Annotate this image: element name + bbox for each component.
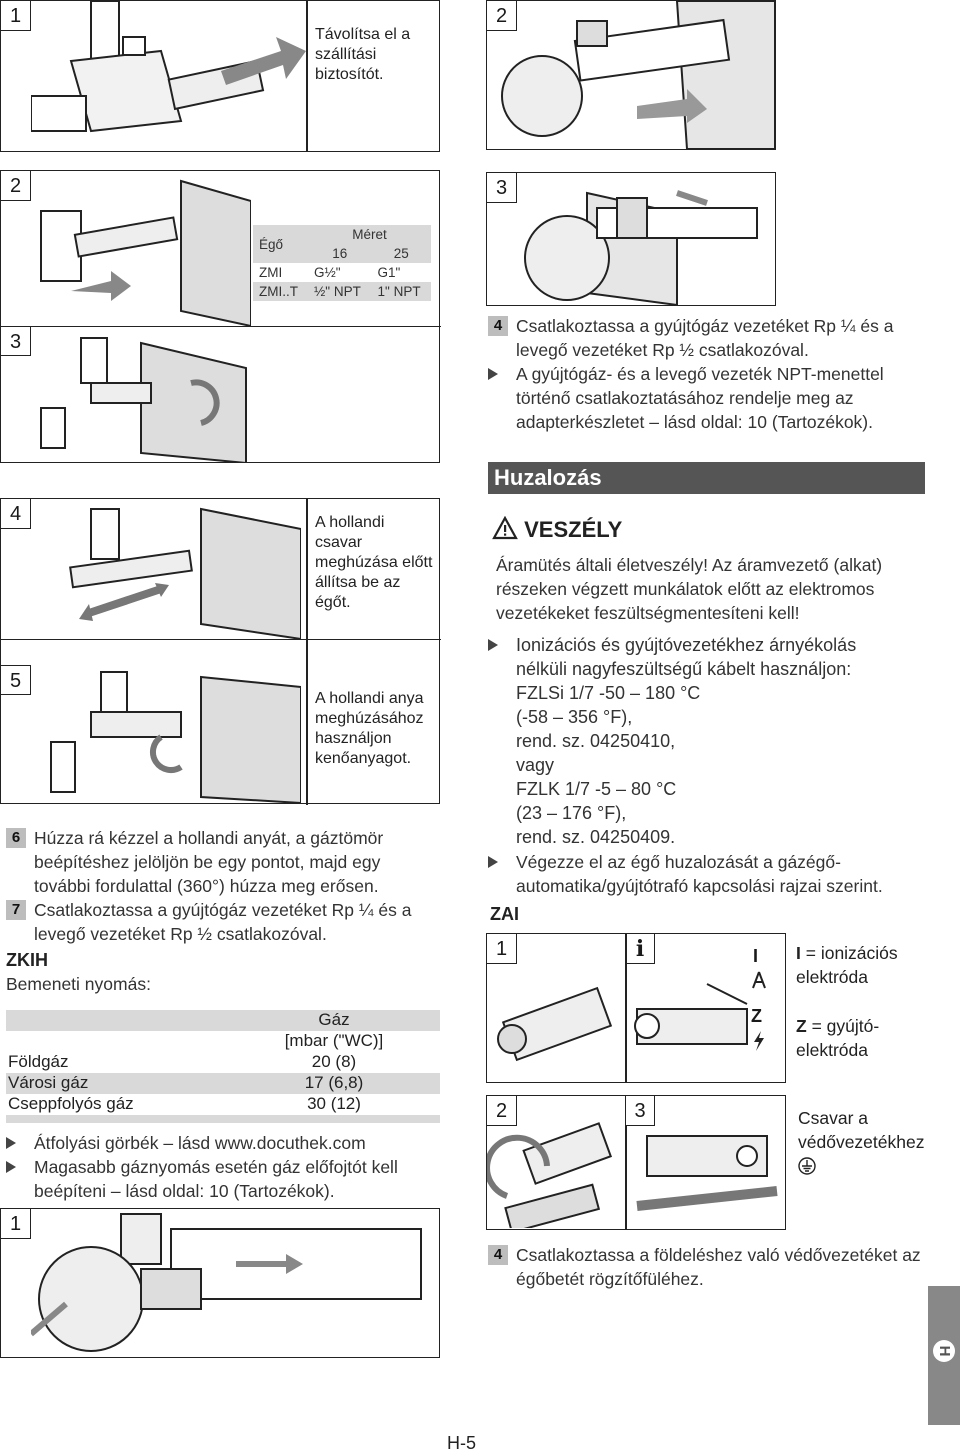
illustration-panel-electrodes bbox=[486, 933, 786, 1083]
panel-number-2: 2 bbox=[487, 1096, 517, 1126]
row-name: ZMI bbox=[259, 265, 283, 280]
illustration-panel-remove-transport-lock bbox=[0, 0, 440, 152]
protective-earth-icon bbox=[798, 1157, 816, 1175]
step-text: Csatlakoztassa a gyújtógáz vezetéket Rp ¼ és a levegő vezetéket Rp ½ csatlakozóval. bbox=[34, 900, 412, 944]
bullet-npt-adapter bbox=[488, 362, 928, 434]
step-text: Csatlakoztassa a földeléshez való védővezetéket az égőbetét rögzítőfüléhez. bbox=[516, 1245, 921, 1289]
illustration-panel-right-3 bbox=[486, 172, 776, 306]
pressure-row-label: Cseppfolyós gáz bbox=[8, 1094, 134, 1113]
callout-remove-lock: Távolítsa el a szállítási biztosítót. bbox=[315, 26, 411, 83]
row-value: 1" NPT bbox=[377, 284, 421, 299]
pressure-row-value: 17 (6,8) bbox=[304, 1073, 364, 1092]
gas-connection-illustration bbox=[31, 1209, 431, 1357]
danger-title: VESZÉLY bbox=[524, 517, 623, 542]
callout-lubricate-nut: A hollandi anya meghúzásához használjon kenőanyagot. bbox=[315, 690, 424, 767]
ground-screw-illustration bbox=[627, 1116, 785, 1228]
bullet-arrow-icon bbox=[488, 639, 498, 651]
illustration-panel-mounting bbox=[0, 170, 440, 463]
label-ionization-electrode bbox=[796, 941, 926, 989]
bullet-arrow-icon bbox=[6, 1161, 16, 1173]
inlet-pressure-table bbox=[6, 1010, 440, 1123]
illustration-panel-adjust bbox=[0, 498, 440, 804]
ground-screw-text: Csavar a védővezetékhez bbox=[798, 1108, 925, 1152]
cable-line: FZLSi 1/7 -50 – 180 °C bbox=[516, 683, 701, 703]
burner-side-view-illustration bbox=[487, 1, 775, 149]
high-voltage-icon bbox=[749, 1030, 769, 1052]
section-title-wiring: Huzalozás bbox=[488, 462, 925, 494]
bullet-arrow-icon bbox=[488, 856, 498, 868]
language-badge: H bbox=[933, 1340, 955, 1362]
step-6 bbox=[6, 826, 440, 898]
panel-number: 1 bbox=[487, 934, 517, 964]
section-label-zkih: ZKIH bbox=[6, 950, 48, 970]
step-number: 4 bbox=[488, 1245, 508, 1265]
row-value: G½" bbox=[314, 265, 341, 280]
language-side-tab bbox=[928, 1286, 960, 1425]
step-number: 6 bbox=[6, 828, 26, 848]
ignition-mark: Z bbox=[751, 1006, 762, 1026]
row-value: G1" bbox=[377, 265, 401, 280]
row-name: ZMI..T bbox=[259, 284, 298, 299]
ignition-key: Z bbox=[796, 1016, 807, 1036]
burner-mounting-illustration bbox=[31, 171, 251, 326]
burner-size-table bbox=[253, 225, 431, 301]
size-16: 16 bbox=[332, 246, 348, 261]
cable-line: rend. sz. 04250410, bbox=[516, 731, 676, 751]
label-ignition-electrode bbox=[796, 1014, 906, 1062]
adjust-burner-illustration bbox=[31, 499, 301, 639]
bullet-pressure-reducer bbox=[6, 1155, 440, 1203]
page-number: H-5 bbox=[447, 1433, 477, 1453]
step-text: Húzza rá kézzel a hollandi anyát, a gáztömör beépítéshez jelöljön be egy pontot, majd egy további fordulattal (360°) húzza meg erősen. bbox=[34, 828, 384, 896]
cable-line: Ionizációs és gyújtóvezetékhez árnyékolás bbox=[516, 635, 857, 655]
panel-number: 1 bbox=[1, 1209, 31, 1239]
row-value: ½" NPT bbox=[314, 284, 361, 299]
callout-adjust-burner: A hollandi csavar meghúzása előtt állítsa be az égőt. bbox=[315, 514, 433, 611]
bullet-flow-curves bbox=[6, 1131, 440, 1155]
cable-line: nélküli nagyfeszültségű kábelt használjon: bbox=[516, 659, 852, 679]
burner-fitting-illustration bbox=[31, 328, 251, 463]
step-4-connect bbox=[488, 314, 928, 362]
pressure-row-value: 20 (8) bbox=[311, 1052, 357, 1071]
bullet-arrow-icon bbox=[488, 368, 498, 380]
pressure-header-unit: [mbar ("WC)] bbox=[284, 1031, 384, 1050]
panel-number-3: 3 bbox=[625, 1096, 655, 1126]
electrode-plugs-illustration bbox=[487, 964, 785, 1082]
step-text: Csatlakoztassa a gyújtógáz vezetéket Rp ¼ és a levegő vezetéket Rp ½ csatlakozóval. bbox=[516, 316, 894, 360]
step-number: 7 bbox=[6, 900, 26, 920]
size-25: 25 bbox=[393, 246, 409, 261]
panel-number: 1 bbox=[1, 1, 31, 31]
col-header-size: Méret bbox=[352, 227, 387, 242]
panel-number: 3 bbox=[487, 173, 517, 203]
illustration-panel-right-2 bbox=[486, 0, 776, 150]
cable-line: (-58 – 356 °F), bbox=[516, 707, 633, 727]
cable-line: vagy bbox=[516, 755, 555, 775]
bullet-arrow-icon bbox=[6, 1137, 16, 1149]
ionization-text: = ionizációs elektróda bbox=[796, 943, 898, 987]
label-ground-screw bbox=[798, 1106, 926, 1178]
inlet-pressure-label: Bemeneti nyomás: bbox=[6, 974, 151, 994]
pressure-row-label: Városi gáz bbox=[8, 1073, 89, 1092]
bullet-text: A gyújtógáz- és a levegő vezeték NPT-menettel történő csatlakoztatásához rendelje meg az adapterkészletet – lásd oldal: 10 (Tartozékok). bbox=[516, 364, 884, 432]
bullet-text: Magasabb gáznyomás esetén gáz előfojtót kell beépíteni – lásd oldal: 10 (Tartozékok). bbox=[34, 1157, 398, 1201]
ionization-symbol-icon bbox=[749, 970, 769, 990]
valve-illustration bbox=[31, 1, 306, 151]
panel-number-4: 4 bbox=[1, 499, 31, 529]
lubricate-nut-illustration bbox=[31, 667, 301, 803]
bullet-cable-spec bbox=[488, 633, 928, 849]
warning-triangle-icon bbox=[492, 516, 518, 540]
panel-number-3: 3 bbox=[1, 326, 31, 356]
danger-text: Áramütés általi életveszély! Az áramvezető (alkat) részeken végzett munkálatok előtt az elektromos vezetékeket feszültségmentesíteni kell! bbox=[496, 555, 883, 623]
danger-heading bbox=[492, 516, 622, 543]
pressure-row-label: Földgáz bbox=[8, 1052, 69, 1071]
info-icon: i bbox=[625, 934, 655, 964]
cable-line: FZLK 1/7 -5 – 80 °C bbox=[516, 779, 677, 799]
ionization-key: I bbox=[796, 943, 801, 963]
illustration-panel-ground-screw bbox=[486, 1095, 786, 1230]
cable-line: (23 – 176 °F), bbox=[516, 803, 627, 823]
step-4-ground bbox=[488, 1243, 928, 1291]
bullet-text: Végezze el az égő huzalozását a gázégő-automatika/gyújtótrafó kapcsolási rajzai szerint. bbox=[516, 852, 883, 896]
illustration-panel-connect-pipes bbox=[0, 1208, 440, 1358]
bullet-wiring-diagram bbox=[488, 850, 908, 898]
section-label-zai: ZAI bbox=[490, 904, 519, 924]
col-header-burner: Égő bbox=[259, 236, 284, 252]
bullet-text: Átfolyási görbék – lásd www.docuthek.com bbox=[34, 1133, 366, 1153]
pressure-header-gas: Gáz bbox=[318, 1010, 350, 1029]
panel-number-2: 2 bbox=[1, 171, 31, 201]
cable-line: rend. sz. 04250409. bbox=[516, 827, 676, 847]
panel-number-5: 5 bbox=[1, 665, 31, 695]
step-number: 4 bbox=[488, 316, 508, 336]
pressure-row-value: 30 (12) bbox=[307, 1094, 361, 1113]
cable-routing-illustration bbox=[487, 1116, 625, 1228]
panel-number: 2 bbox=[487, 1, 517, 31]
burner-fixed-illustration bbox=[487, 173, 775, 305]
ignition-text: = gyújtó-elektróda bbox=[796, 1016, 880, 1060]
step-7 bbox=[6, 898, 440, 946]
ionization-mark: I bbox=[753, 946, 759, 966]
